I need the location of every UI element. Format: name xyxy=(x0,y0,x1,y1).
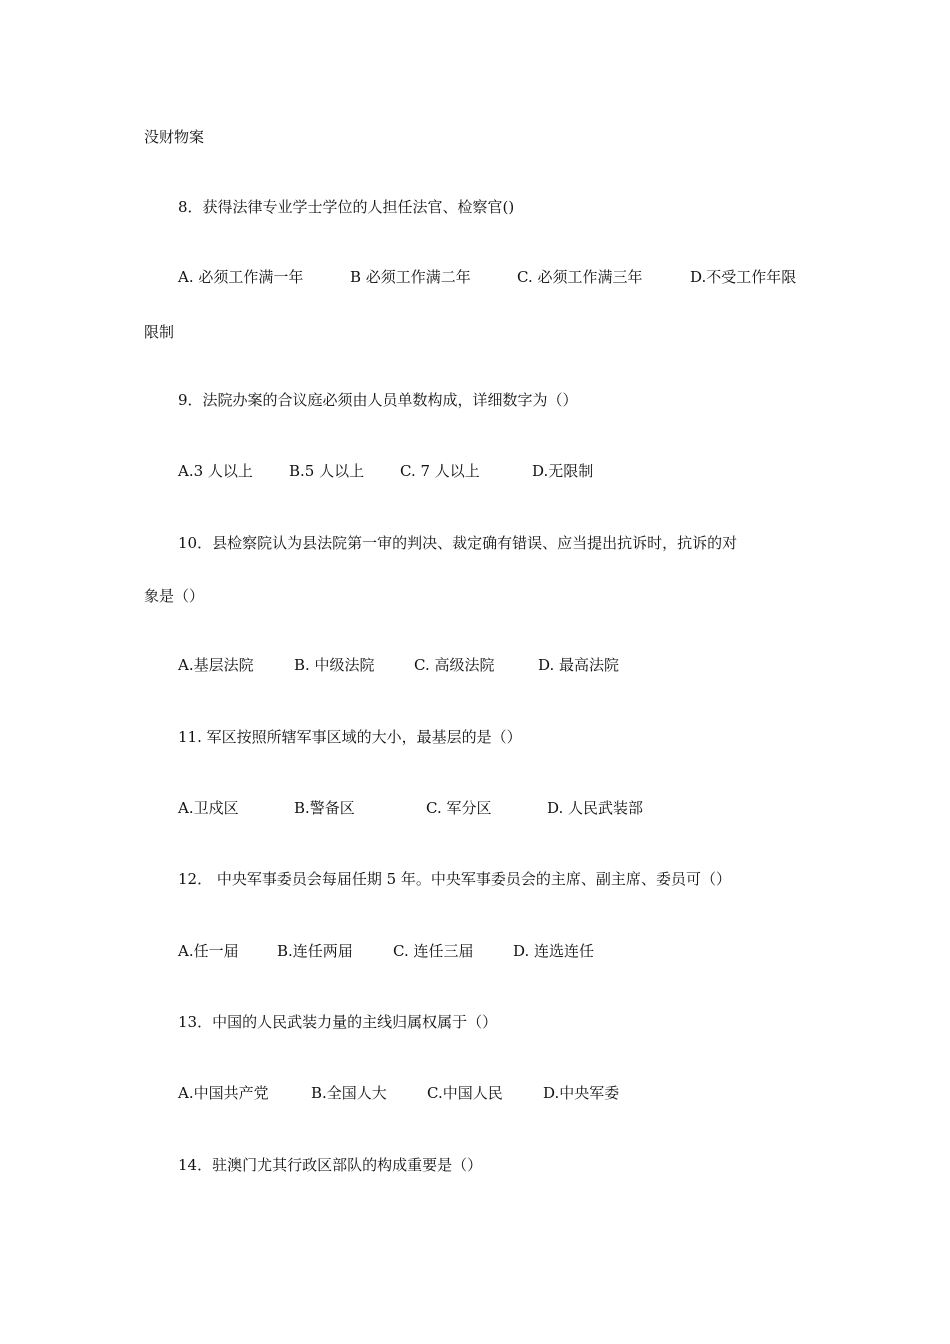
question-12: 12． 中央军事委员会每届任期 5 年。中央军事委员会的主席、副主席、委员可（） xyxy=(178,870,731,888)
question-13: 13．中国的人民武装力量的主线归属权属于（） xyxy=(178,1013,498,1031)
q8-option-b: B 必须工作满二年 xyxy=(350,268,471,286)
q9-option-c: C. 7 人以上 xyxy=(400,462,480,480)
q9-option-d: D.无限制 xyxy=(532,462,594,480)
q10-option-b: B. 中级法院 xyxy=(294,656,375,674)
q11-option-d: D. 人民武装部 xyxy=(547,799,644,817)
q12-option-c: C. 连任三届 xyxy=(393,942,474,960)
q13-option-a: A.中国共产党 xyxy=(178,1084,269,1102)
q10-option-d: D. 最高法院 xyxy=(538,656,620,674)
q13-option-b: B.全国人大 xyxy=(311,1084,387,1102)
q11-option-c: C. 军分区 xyxy=(426,799,492,817)
question-9: 9．法院办案的合议庭必须由人员单数构成，详细数字为（） xyxy=(178,391,578,409)
text-line-continuation: 没财物案 xyxy=(144,128,205,146)
text-line-continuation: 限制 xyxy=(144,323,175,341)
q10-option-a: A.基层法院 xyxy=(178,656,254,674)
q9-option-b: B.5 人以上 xyxy=(289,462,365,480)
q8-option-a: A. 必须工作满一年 xyxy=(178,268,304,286)
text-line-continuation: 象是（） xyxy=(144,587,205,605)
q10-option-c: C. 高级法院 xyxy=(414,656,495,674)
q12-option-d: D. 连选连任 xyxy=(513,942,595,960)
q11-option-a: A.卫戍区 xyxy=(178,799,239,817)
q13-option-d: D.中央军委 xyxy=(543,1084,620,1102)
question-11: 11. 军区按照所辖军事区域的大小，最基层的是（） xyxy=(178,728,522,746)
q9-option-a: A.3 人以上 xyxy=(178,462,253,480)
q13-option-c: C.中国人民 xyxy=(427,1084,503,1102)
question-14: 14．驻澳门尤其行政区部队的构成重要是（） xyxy=(178,1156,483,1174)
q8-option-d: D.不受工作年限 xyxy=(690,268,797,286)
q8-option-c: C. 必须工作满三年 xyxy=(517,268,643,286)
question-8: 8．获得法律专业学士学位的人担任法官、检察官() xyxy=(178,198,515,216)
q11-option-b: B.警备区 xyxy=(294,799,355,817)
q12-option-b: B.连任两届 xyxy=(277,942,353,960)
question-10: 10．县检察院认为县法院第一审的判决、裁定确有错误、应当提出抗诉时，抗诉的对 xyxy=(178,534,738,552)
q12-option-a: A.任一届 xyxy=(178,942,239,960)
